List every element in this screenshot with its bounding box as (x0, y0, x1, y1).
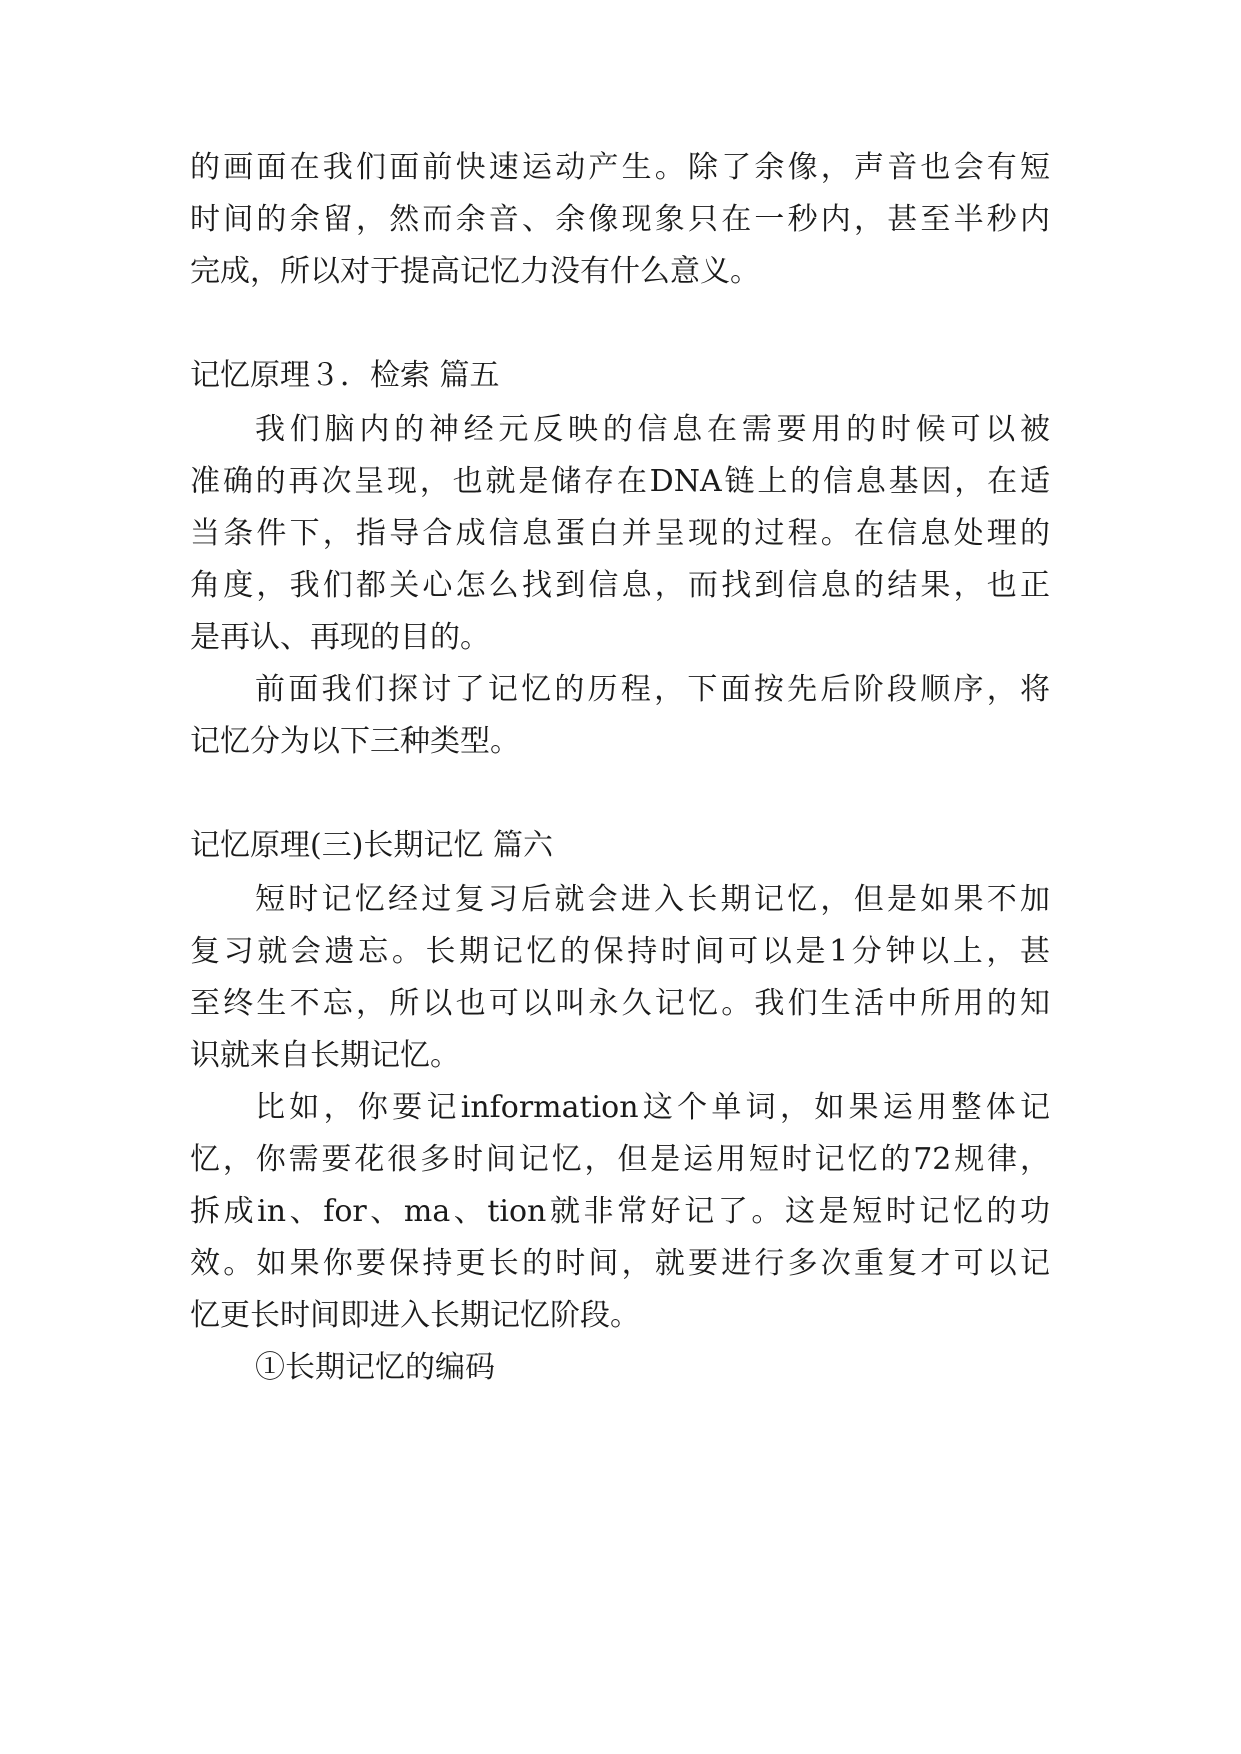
section-heading: 记忆原理３．检索 篇五 (190, 358, 500, 393)
text-line: 完成，所以对于提高记忆力没有什么意义。 (190, 254, 760, 289)
text-line: 是再认、再现的目的。 (190, 620, 490, 655)
text-line: 忆更长时间即进入长期记忆阶段。 (190, 1298, 640, 1333)
text-line: 记忆分为以下三种类型。 (190, 724, 520, 759)
text-line: 忆，你需要花很多时间记忆，但是运用短时记忆的72规律， (190, 1142, 1050, 1177)
text-line: 至终生不忘，所以也可以叫永久记忆。我们生活中所用的知 (190, 986, 1050, 1021)
section-heading: 记忆原理(三)长期记忆 篇六 (190, 828, 553, 863)
text-line: 识就来自长期记忆。 (190, 1038, 460, 1073)
text-line: 拆成in、for、ma、tion就非常好记了。这是短时记忆的功 (190, 1194, 1050, 1229)
text-line: 复习就会遗忘。长期记忆的保持时间可以是1分钟以上，甚 (190, 934, 1050, 969)
text-line: 比如，你要记information这个单词，如果运用整体记 (255, 1090, 1050, 1125)
text-line: 前面我们探讨了记忆的历程，下面按先后阶段顺序，将 (255, 672, 1050, 707)
text-line: 短时记忆经过复习后就会进入长期记忆，但是如果不加 (255, 882, 1050, 917)
text-line: 我们脑内的神经元反映的信息在需要用的时候可以被 (255, 412, 1050, 447)
text-line: 时间的余留，然而余音、余像现象只在一秒内，甚至半秒内 (190, 202, 1050, 237)
text-line: 的画面在我们面前快速运动产生。除了余像，声音也会有短 (190, 150, 1050, 185)
text-line: 准确的再次呈现，也就是储存在DNA链上的信息基因，在适 (190, 464, 1050, 499)
list-item: ①长期记忆的编码 (255, 1350, 495, 1385)
text-line: 效。如果你要保持更长的时间，就要进行多次重复才可以记 (190, 1246, 1050, 1281)
text-line: 角度，我们都关心怎么找到信息，而找到信息的结果，也正 (190, 568, 1050, 603)
text-line: 当条件下，指导合成信息蛋白并呈现的过程。在信息处理的 (190, 516, 1050, 551)
